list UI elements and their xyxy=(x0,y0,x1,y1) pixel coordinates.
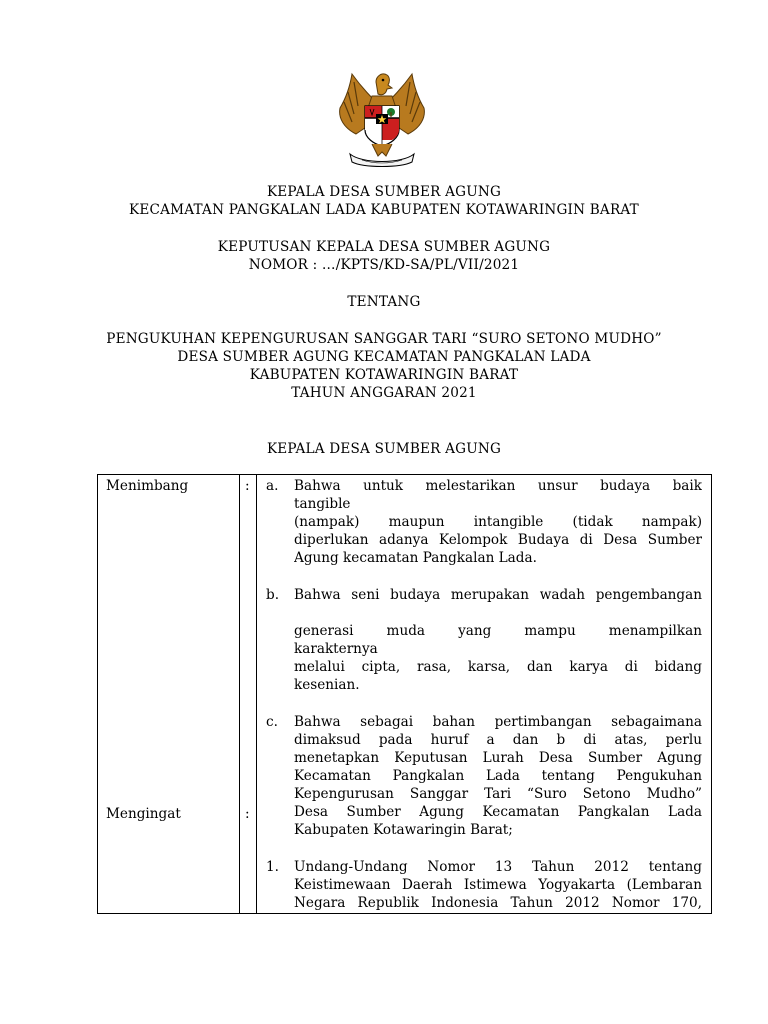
item-line: Kecamatan Pangkalan Lada tentang Pengukuhan xyxy=(294,768,702,784)
item-line: dimaksud pada huruf a dan b di atas, perlu xyxy=(294,732,702,748)
label-column xyxy=(98,475,240,914)
content-column xyxy=(257,475,712,914)
about-heading xyxy=(60,293,708,311)
item-line: Bahwa seni budaya merupakan wadah pengembangan xyxy=(294,587,702,603)
district-title: KECAMATAN PANGKALAN LADA KABUPATEN KOTAWARINGIN BARAT xyxy=(129,202,639,218)
item-line xyxy=(294,604,702,622)
item-line: tangible xyxy=(294,496,351,512)
decree-heading xyxy=(60,238,708,274)
item-line: melalui cipta, rasa, karsa, dan karya di bidang xyxy=(294,659,702,675)
item-line: Bahwa untuk melestarikan unsur budaya baik xyxy=(294,478,702,494)
considering-label: Menimbang xyxy=(106,478,189,494)
considerations-table xyxy=(97,474,712,914)
garuda-pancasila-emblem xyxy=(332,68,432,170)
table-row xyxy=(98,475,712,914)
signatory-heading xyxy=(60,440,708,458)
item-marker: a. xyxy=(266,478,279,494)
issuer-heading xyxy=(60,183,708,219)
village-head-title: KEPALA DESA SUMBER AGUNG xyxy=(266,184,502,200)
decree-number: NOMOR : …/KPTS/KD-SA/PL/VII/2021 xyxy=(248,257,520,273)
item-line: menetapkan Keputusan Lurah Desa Sumber Agung xyxy=(294,750,702,766)
item-line: Bahwa sebagai bahan pertimbangan sebagaimana xyxy=(294,714,702,730)
considering-colon: : xyxy=(245,478,250,494)
item-line: karakternya xyxy=(294,641,378,657)
subject-line: DESA SUMBER AGUNG KECAMATAN PANGKALAN LADA xyxy=(177,349,591,365)
item-line: Keistimewaan Daerah Istimewa Yogyakarta (Lembaran xyxy=(294,877,702,893)
subject-line: PENGUKUHAN KEPENGURUSAN SANGGAR TARI “SURO SETONO MUDHO” xyxy=(106,331,662,347)
item-marker: b. xyxy=(266,587,280,603)
subject-line: KABUPATEN KOTAWARINGIN BARAT xyxy=(249,367,519,383)
subject-line: TAHUN ANGGARAN 2021 xyxy=(291,385,477,401)
item-line: Undang-Undang Nomor 13 Tahun 2012 tentang xyxy=(294,859,702,875)
subject-heading xyxy=(60,330,708,402)
item-line: Kepengurusan Sanggar Tari “Suro Setono Mudho” xyxy=(294,786,702,802)
about-label: TENTANG xyxy=(347,294,421,310)
item-line: (nampak) maupun intangible (tidak nampak) xyxy=(294,514,702,530)
item-line: diperlukan adanya Kelompok Budaya di Desa Sumber xyxy=(294,532,702,548)
item-marker: c. xyxy=(266,714,278,730)
item-line: Agung kecamatan Pangkalan Lada. xyxy=(294,550,537,566)
decree-title: KEPUTUSAN KEPALA DESA SUMBER AGUNG xyxy=(217,239,551,255)
item-line: generasi muda yang mampu menampilkan xyxy=(294,623,702,639)
item-line: Negara Republik Indonesia Tahun 2012 Nomor 170, xyxy=(294,895,702,911)
colon-column xyxy=(240,475,257,914)
recalling-colon: : xyxy=(245,806,250,822)
item-line: Desa Sumber Agung Kecamatan Pangkalan Lada xyxy=(294,804,702,820)
signatory-title: KEPALA DESA SUMBER AGUNG xyxy=(266,441,502,457)
item-line: Kabupaten Kotawaringin Barat; xyxy=(294,822,513,838)
item-marker: 1. xyxy=(266,859,279,875)
recalling-label: Mengingat xyxy=(106,806,181,822)
item-line: kesenian. xyxy=(294,677,360,693)
